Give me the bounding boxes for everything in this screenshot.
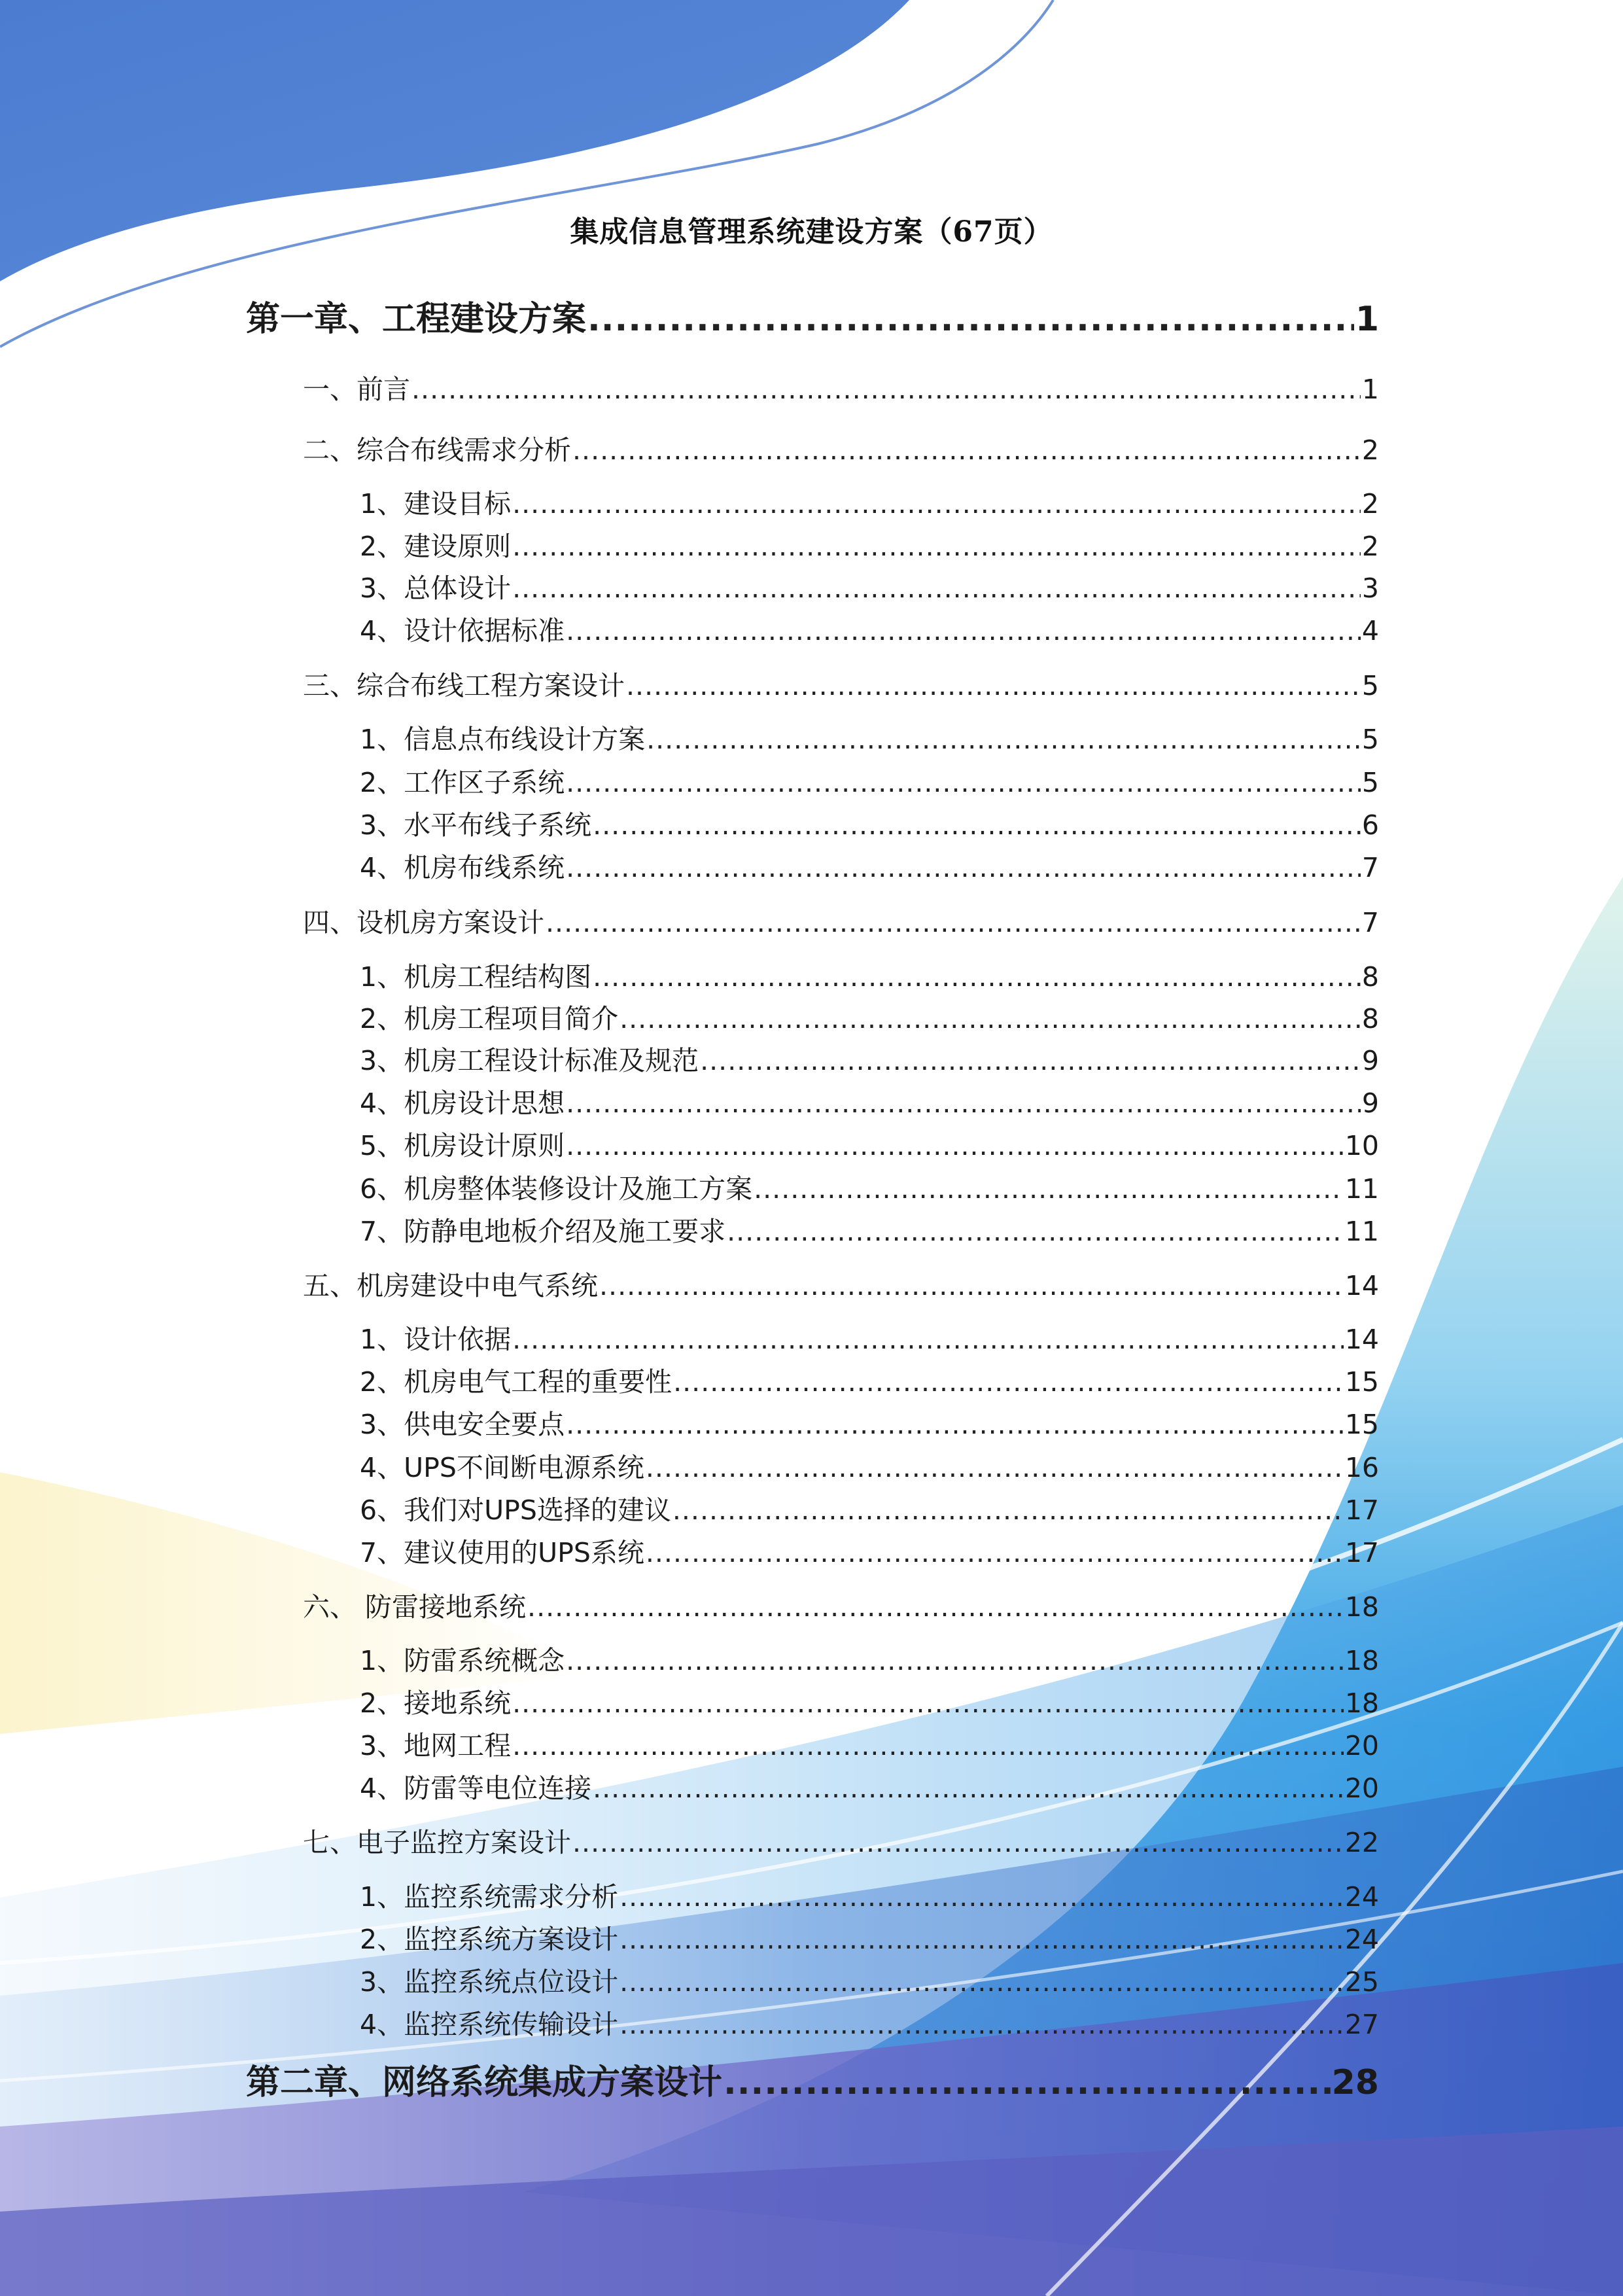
toc-page-number: 17 (1344, 1537, 1379, 1568)
toc-item-entry[interactable] (360, 1489, 1379, 1527)
toc-leader-dots (700, 1045, 1361, 1076)
toc-leader-dots (566, 615, 1361, 646)
toc-entry-label: 五、机房建设中电气系统 (303, 1270, 598, 1301)
toc-leader-dots (646, 724, 1361, 755)
toc-entry-label: 4、机房设计思想 (360, 1087, 565, 1119)
toc-page-number: 8 (1361, 1003, 1379, 1034)
toc-leader-dots (593, 809, 1361, 841)
toc-leader-dots (754, 1173, 1344, 1205)
toc-entry-label: 6、机房整体装修设计及施工方案 (360, 1173, 753, 1205)
toc-entry-label: 1、监控系统需求分析 (360, 1881, 619, 1913)
toc-entry-label: 4、监控系统传输设计 (360, 2009, 619, 2040)
toc-leader-dots (727, 1216, 1344, 1247)
toc-item-entry[interactable] (360, 1403, 1379, 1441)
toc-entry-label: 3、供电安全要点 (360, 1409, 565, 1440)
toc-entry-label: 第一章、工程建设方案 (246, 300, 587, 339)
document-title: 集成信息管理系统建设方案（67页） (570, 215, 1053, 249)
toc-entry-label: 2、建设原则 (360, 531, 512, 562)
toc-leader-dots (546, 907, 1361, 938)
toc-entry-label: 1、防雷系统概念 (360, 1645, 565, 1676)
toc-entry-label: 3、总体设计 (360, 573, 512, 604)
toc-entry-label: 二、综合布线需求分析 (303, 434, 571, 466)
toc-leader-dots (599, 1270, 1344, 1301)
toc-page-number: 9 (1361, 1045, 1379, 1076)
toc-page-number: 8 (1361, 961, 1379, 993)
toc-chapter-entry[interactable] (246, 291, 1379, 340)
toc-section-entry[interactable] (303, 1585, 1379, 1624)
toc-page-number: 18 (1344, 1591, 1379, 1623)
toc-page-number: 11 (1344, 1216, 1379, 1247)
toc-leader-dots (620, 1003, 1361, 1034)
toc-entry-label: 六、 防雷接地系统 (303, 1591, 527, 1623)
toc-leader-dots (566, 1087, 1361, 1119)
toc-page-number: 5 (1361, 767, 1379, 798)
toc-item-entry[interactable] (360, 1360, 1379, 1399)
toc-leader-dots (593, 1773, 1344, 1804)
toc-entry-label: 1、设计依据 (360, 1324, 512, 1355)
toc-page-number: 27 (1344, 2009, 1379, 2040)
toc-entry-label: 1、建设目标 (360, 488, 512, 520)
toc-page-number: 20 (1344, 1773, 1379, 1804)
toc-page-number: 9 (1361, 1087, 1379, 1119)
toc-item-entry[interactable] (360, 1318, 1379, 1356)
toc-leader-dots (587, 300, 1354, 339)
toc-entry-label: 1、机房工程结构图 (360, 961, 592, 993)
toc-page-number: 25 (1344, 1966, 1379, 1998)
toc-page-number: 17 (1344, 1494, 1379, 1526)
toc-item-entry[interactable] (360, 1767, 1379, 1805)
toc-section-entry[interactable] (303, 1264, 1379, 1303)
toc-entry-label: 2、机房电气工程的重要性 (360, 1366, 672, 1398)
toc-item-entry[interactable] (360, 1875, 1379, 1914)
toc-item-entry[interactable] (360, 718, 1379, 756)
toc-entry-label: 5、机房设计原则 (360, 1130, 565, 1161)
toc-item-entry[interactable] (360, 1682, 1379, 1720)
toc-leader-dots (566, 1130, 1344, 1161)
toc-page-number: 20 (1344, 1730, 1379, 1761)
toc-item-entry[interactable] (360, 1039, 1379, 1078)
toc-page-number: 24 (1344, 1881, 1379, 1913)
toc-leader-dots (512, 573, 1361, 604)
toc-section-entry[interactable] (303, 901, 1379, 940)
toc-section-entry[interactable] (303, 664, 1379, 703)
toc-leader-dots (566, 1645, 1344, 1676)
toc-page-number: 1 (1361, 374, 1379, 405)
toc-leader-dots (566, 852, 1361, 883)
toc-entry-label: 三、综合布线工程方案设计 (303, 670, 625, 701)
toc-page-number: 22 (1344, 1827, 1379, 1858)
toc-leader-dots (512, 1687, 1344, 1719)
toc-entry-label: 6、我们对UPS选择的建议 (360, 1494, 671, 1526)
toc-page-number: 14 (1344, 1270, 1379, 1301)
toc-leader-dots (673, 1366, 1344, 1398)
toc-page-number: 5 (1361, 724, 1379, 755)
toc-item-entry[interactable] (360, 1531, 1379, 1570)
toc-page-number: 18 (1344, 1645, 1379, 1676)
toc-leader-dots (512, 488, 1361, 520)
toc-page-number: 28 (1331, 2063, 1379, 2102)
toc-entry-label: 4、机房布线系统 (360, 852, 565, 883)
toc-item-entry[interactable] (360, 2003, 1379, 2041)
toc-leader-dots (672, 1494, 1344, 1526)
toc-page-number: 14 (1344, 1324, 1379, 1355)
toc-page-number: 4 (1361, 615, 1379, 646)
toc-entry-label: 3、监控系统点位设计 (360, 1966, 619, 1998)
toc-page-number: 2 (1361, 488, 1379, 520)
toc-leader-dots (620, 1924, 1344, 1955)
toc-item-entry[interactable] (360, 846, 1379, 885)
toc-entry-label: 3、地网工程 (360, 1730, 512, 1761)
toc-leader-dots (566, 1409, 1344, 1440)
toc-item-entry[interactable] (360, 761, 1379, 800)
toc-entry-label: 7、建议使用的UPS系统 (360, 1537, 644, 1568)
toc-item-entry[interactable] (360, 567, 1379, 605)
toc-page-number: 7 (1361, 852, 1379, 883)
toc-page-number: 15 (1344, 1366, 1379, 1398)
toc-item-entry[interactable] (360, 1724, 1379, 1763)
toc-page-number: 2 (1361, 434, 1379, 466)
toc-leader-dots (646, 1537, 1344, 1568)
toc-item-entry[interactable] (360, 1082, 1379, 1120)
toc-leader-dots (620, 1966, 1344, 1998)
toc-leader-dots (411, 374, 1361, 405)
toc-page-number: 2 (1361, 531, 1379, 562)
toc-entry-label: 4、设计依据标准 (360, 615, 565, 646)
toc-page-number: 15 (1344, 1409, 1379, 1440)
toc-leader-dots (724, 2063, 1331, 2102)
toc-item-entry[interactable] (360, 1639, 1379, 1678)
toc-leader-dots (566, 767, 1361, 798)
toc-page-number: 16 (1344, 1452, 1379, 1483)
toc-item-entry[interactable] (360, 1918, 1379, 1956)
toc-leader-dots (620, 2009, 1344, 2040)
toc-chapter-entry[interactable] (246, 2055, 1379, 2104)
toc-item-entry[interactable] (360, 609, 1379, 648)
toc-item-entry[interactable] (360, 482, 1379, 521)
toc-entry-label: 2、监控系统方案设计 (360, 1924, 619, 1955)
toc-leader-dots (512, 1730, 1344, 1761)
toc-item-entry[interactable] (360, 804, 1379, 842)
toc-item-entry[interactable] (360, 997, 1379, 1036)
toc-entry-label: 第二章、网络系统集成方案设计 (246, 2063, 723, 2102)
toc-page-number: 3 (1361, 573, 1379, 604)
toc-entry-label: 四、设机房方案设计 (303, 907, 544, 938)
toc-leader-dots (626, 670, 1361, 701)
toc-page-number: 5 (1361, 670, 1379, 701)
toc-entry-label: 2、工作区子系统 (360, 767, 565, 798)
toc-section-entry[interactable] (303, 1821, 1379, 1860)
toc-entry-label: 2、机房工程项目简介 (360, 1003, 619, 1034)
toc-entry-label: 4、防雷等电位连接 (360, 1773, 592, 1804)
toc-entry-label: 2、接地系统 (360, 1687, 512, 1719)
toc-entry-label: 一、前言 (303, 374, 410, 405)
toc-leader-dots (646, 1452, 1344, 1483)
toc-item-entry[interactable] (360, 1960, 1379, 1999)
toc-section-entry[interactable] (303, 429, 1379, 467)
toc-page-number: 10 (1344, 1130, 1379, 1161)
toc-page-number: 18 (1344, 1687, 1379, 1719)
toc-item-entry[interactable] (360, 1446, 1379, 1485)
toc-item-entry[interactable] (360, 1124, 1379, 1163)
toc-entry-label: 3、机房工程设计标准及规范 (360, 1045, 699, 1076)
toc-item-entry[interactable] (360, 1167, 1379, 1206)
toc-page-number: 6 (1361, 809, 1379, 841)
toc-entry-label: 7、防静电地板介绍及施工要求 (360, 1216, 726, 1247)
toc-leader-dots (512, 1324, 1344, 1355)
toc-item-entry[interactable] (360, 955, 1379, 994)
toc-leader-dots (527, 1591, 1344, 1623)
toc-page-number: 24 (1344, 1924, 1379, 1955)
toc-item-entry[interactable] (360, 1210, 1379, 1248)
toc-entry-label: 3、水平布线子系统 (360, 809, 592, 841)
toc-entry-label: 1、信息点布线设计方案 (360, 724, 646, 755)
toc-page-number: 11 (1344, 1173, 1379, 1205)
toc-leader-dots (512, 531, 1361, 562)
toc-leader-dots (620, 1881, 1344, 1913)
toc-entry-label: 4、UPS不间断电源系统 (360, 1452, 644, 1483)
toc-entry-label: 七、电子监控方案设计 (303, 1827, 571, 1858)
toc-item-entry[interactable] (360, 525, 1379, 563)
toc-leader-dots (572, 1827, 1344, 1858)
toc-leader-dots (572, 434, 1361, 466)
toc-page-number: 7 (1361, 907, 1379, 938)
toc-page-number: 1 (1355, 300, 1379, 339)
toc-section-entry[interactable] (303, 368, 1379, 406)
toc-leader-dots (593, 961, 1361, 993)
